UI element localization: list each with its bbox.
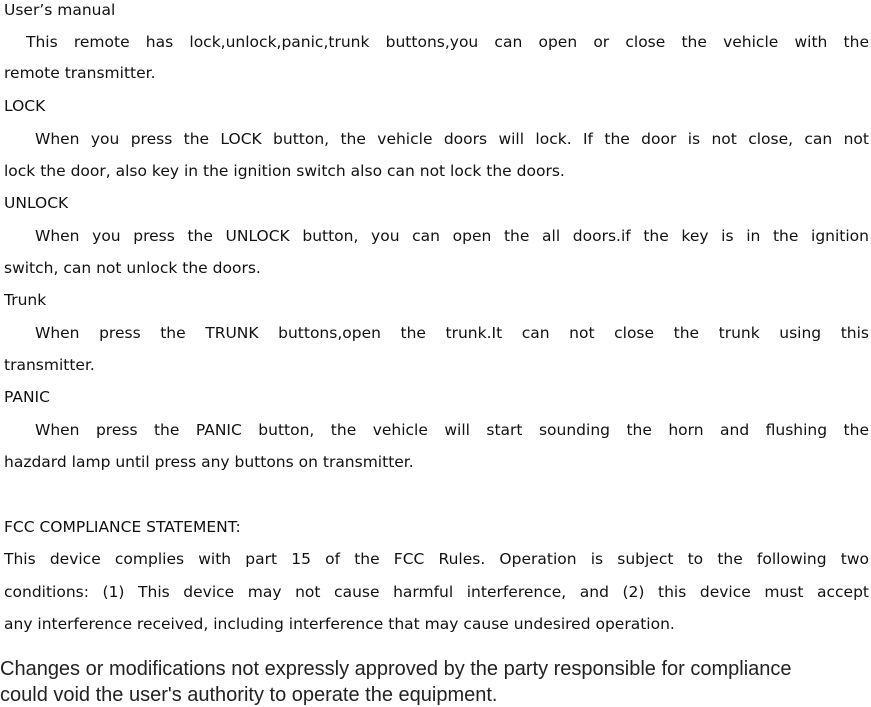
unlock-heading: UNLOCK [4,194,69,212]
trunk-line-2: transmitter. [4,356,95,374]
intro-line-2: remote transmitter. [4,64,156,82]
notice-line-2: could void the user's authority to operate the equipment. [0,684,498,706]
fcc-line-2: conditions: (1) This device may not cause harmful interference, and (2) this device must accept [4,583,869,601]
unlock-line-1: When you press the UNLOCK button, you can open the all doors.if the key is in the ignition [35,227,869,245]
intro-line-1: This remote has lock,unlock,panic,trunk buttons,you can open or close the vehicle with the [26,33,869,51]
fcc-heading: FCC COMPLIANCE STATEMENT: [4,518,241,536]
lock-line-1: When you press the LOCK button, the vehicle doors will lock. If the door is not close, can not [35,130,869,148]
trunk-line-1: When press the TRUNK buttons,open the trunk.It can not close the trunk using this [35,324,869,342]
lock-heading: LOCK [4,97,46,115]
panic-line-2: hazdard lamp until press any buttons on transmitter. [4,453,414,471]
panic-heading: PANIC [4,388,50,406]
panic-line-1: When press the PANIC button, the vehicle will start sounding the horn and flushing the [35,421,869,439]
trunk-heading: Trunk [4,291,47,309]
unlock-line-2: switch, can not unlock the doors. [4,259,261,277]
manual-title: User’s manual [4,1,116,19]
lock-line-2: lock the door, also key in the ignition switch also can not lock the doors. [4,162,565,180]
fcc-line-1: This device complies with part 15 of the FCC Rules. Operation is subject to the following two [4,550,869,568]
notice-line-1: Changes or modifications not expressly approved by the party responsible for compliance [0,658,792,680]
fcc-line-3: any interference received, including interference that may cause undesired operation. [4,615,675,633]
